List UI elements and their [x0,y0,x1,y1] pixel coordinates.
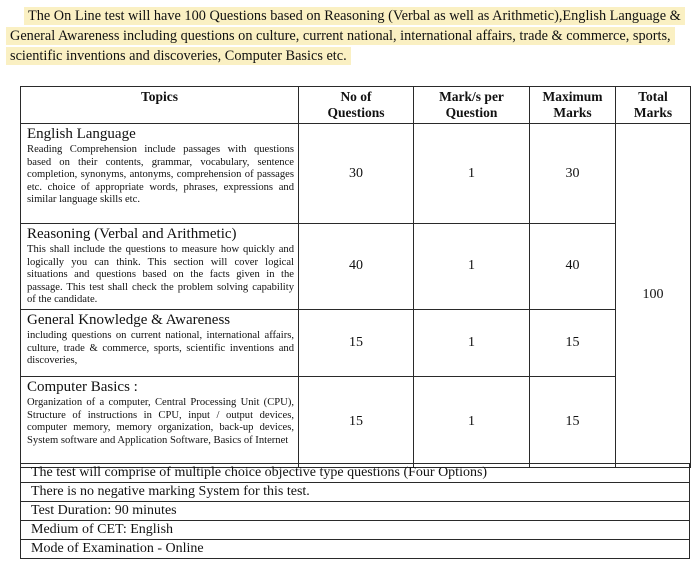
exam-pattern-table [20,86,691,468]
intro-line-1: The On Line test will have 100 Questions based on Reasoning (Verbal as well as Arithmetic),English Language & [24,7,685,25]
table-header-row [21,87,691,124]
topic-english-language [21,124,299,224]
questions-count: 30 [299,124,414,224]
marks-per-question: 1 [414,309,530,376]
test-duration-value: 90 minutes [114,503,177,518]
table-row [21,309,691,376]
total-marks: 100 [616,124,691,468]
marks-per-question: 1 [414,376,530,467]
intro-line-3: scientific inventions and discoveries, Computer Basics etc. [6,47,351,65]
header-no-of-questions [299,87,414,124]
test-duration-label: Test Duration: [31,503,115,518]
topic-title: Computer Basics : [27,378,138,395]
header-no-of-questions-line2: Questions [327,105,385,120]
table-row [21,224,691,310]
header-marks-per-question [414,87,530,124]
topic-general-knowledge [21,309,299,376]
header-marks-per-question-line1: Mark/s per [439,89,504,104]
table-row [21,376,691,467]
note-negative-marking: There is no negative marking System for this test. [21,483,690,502]
note-row [21,540,690,559]
header-marks-per-question-line2: Question [445,105,498,120]
topic-computer-basics [21,376,299,467]
questions-count: 15 [299,309,414,376]
topic-description: Organization of a computer, Central Processing Unit (CPU), Structure of instructions in CPU, input / output devices, computer memory, memory organization, back-up devices, System software and Application Software, Basics of Internet [27,396,294,446]
exam-notes-table [20,463,690,559]
topic-description: including questions on current national, international affairs, culture, trade & commerce, sports, scientific inventions and discoveries, [27,329,294,367]
header-no-of-questions-line1: No of [340,89,372,104]
marks-per-question: 1 [414,224,530,310]
header-maximum-marks-line2: Marks [553,105,592,120]
header-total-marks [616,87,691,124]
maximum-marks: 15 [530,376,616,467]
topic-description: Reading Comprehension include passages with questions based on their contents, grammar, vocabulary, sentence completion, synonyms, antonyms, comprehension of passages etc. choice of appropriate words, phrases, expressions and similar language skills etc. [27,144,294,206]
maximum-marks: 30 [530,124,616,224]
note-row [21,521,690,540]
note-test-duration [21,502,690,521]
marks-per-question: 1 [414,124,530,224]
note-medium: Medium of CET: English [21,521,690,540]
table-row [21,124,691,224]
header-total-marks-line2: Marks [633,105,673,120]
intro-line-2: General Awareness including questions on culture, current national, international affairs, trade & commerce, sports, [6,27,675,45]
note-mode: Mode of Examination - Online [21,540,690,559]
note-row [21,483,690,502]
maximum-marks: 15 [530,309,616,376]
note-question-type: The test will comprise of multiple choice objective type questions (Four Options) [21,464,690,483]
maximum-marks: 40 [530,224,616,310]
note-row [21,502,690,521]
topic-title: English Language [27,126,136,142]
header-maximum-marks-line1: Maximum [542,89,603,104]
note-row [21,464,690,483]
questions-count: 40 [299,224,414,310]
topic-description: This shall include the questions to measure how quickly and logically you can think. This section will cover logical situations and questions based on the facts given in the passage. This test shall check the problem solving capability of the candidate. [27,244,294,306]
questions-count: 15 [299,376,414,467]
header-topics: Topics [21,87,299,124]
topic-title: General Knowledge & Awareness [27,311,231,328]
header-maximum-marks [530,87,616,124]
topic-title: Reasoning (Verbal and Arithmetic) [27,226,237,242]
intro-paragraph [6,6,696,66]
topic-reasoning [21,224,299,310]
header-total-marks-line1: Total [638,89,668,104]
